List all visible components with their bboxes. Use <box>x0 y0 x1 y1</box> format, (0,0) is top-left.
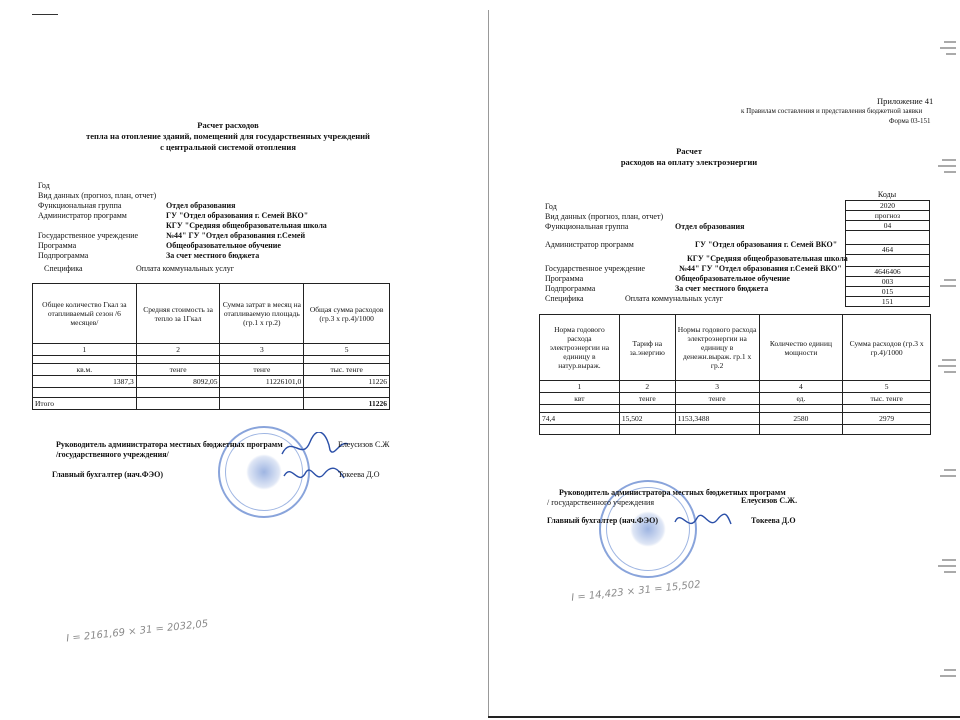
table-cell: 74,4 <box>540 413 620 425</box>
table-row <box>540 413 931 425</box>
codes-header: Коды <box>877 190 897 199</box>
form-title <box>569 146 809 168</box>
admin-label: Администратор программ <box>545 240 634 249</box>
table-cell: квт <box>540 393 620 405</box>
table-cell: ед. <box>759 393 843 405</box>
program-label: Программа <box>545 274 584 283</box>
electricity-expense-form <box>488 10 960 716</box>
func-group-label: Функциональная группа <box>38 201 122 210</box>
table-cell: 5 <box>843 381 931 393</box>
accountant-label: Главный бухгалтер (нач.ФЭО) <box>547 516 659 525</box>
code-cell: 003 <box>846 277 930 287</box>
table-cell: тыс. тенге <box>304 364 390 376</box>
table-header-cell: Норма годового расхода электроэнергии на единицу в натур.выраж. <box>540 315 620 381</box>
table-cell: 2 <box>136 344 220 356</box>
table-cell: 1387,3 <box>33 376 137 388</box>
table-header-cell: Количество единиц мощности <box>759 315 843 381</box>
data-type-label: Вид данных (прогноз, план, отчет) <box>545 212 664 221</box>
table-cell: 8092,05 <box>136 376 220 388</box>
appendix-line: к Правилам составления и представления бюджетной заявки <box>741 107 923 115</box>
code-cell: 464 <box>846 245 930 255</box>
heating-expense-form <box>18 8 428 688</box>
table-header-cell: Средняя стоимость за тепло за 1Гкал <box>136 284 220 344</box>
accountant-label: Главный бухгалтер (нач.ФЭО) <box>52 470 164 479</box>
code-cell: 2020 <box>846 201 930 211</box>
table-row <box>33 376 390 388</box>
table-header-cell: Нормы годового расхода электроэнергии на единицу в денежн.выраж. гр.1 х гр.2 <box>675 315 759 381</box>
table-cell: 3 <box>675 381 759 393</box>
program-value: Общеобразовательное обучение <box>166 241 281 250</box>
table-row <box>33 356 390 364</box>
admin-label: Администратор программ <box>38 211 127 220</box>
table-row <box>33 388 390 398</box>
total-label: Итого <box>33 398 137 410</box>
table-cell: тенге <box>220 364 304 376</box>
head-signature-label: Руководитель администратора местных бюджетных программ <box>559 488 786 497</box>
table-row <box>540 393 931 405</box>
handwritten-note: Ⅰ = 14,423 × 31 = 15,502 <box>570 579 702 604</box>
institution-label: Государственное учреждение <box>545 264 646 273</box>
table-cell: 11226 <box>304 376 390 388</box>
appendix-line: Форма 03-151 <box>889 117 931 125</box>
table-header-cell: Сумма затрат в месяц на отапливаемую площадь (гр.1 х гр.2) <box>220 284 304 344</box>
accountant-name: Токеева Д.О <box>338 470 380 479</box>
institution-value: КГУ "Средняя общеобразовательная школа <box>687 254 848 263</box>
func-group-value: Отдел образования <box>166 201 236 210</box>
signature-mark <box>673 506 733 536</box>
specific-value: Оплата коммунальных услуг <box>625 294 724 303</box>
table-row <box>540 405 931 413</box>
signature-mark <box>282 462 346 490</box>
specific-value: Оплата коммунальных услуг <box>136 264 235 273</box>
form-title <box>58 120 398 153</box>
admin-value: ГУ "Отдел образования г. Семей ВКО" <box>166 211 309 220</box>
table-row <box>33 364 390 376</box>
subprogram-value: За счет местного бюджета <box>166 251 260 260</box>
form-title-line: с центральной системой отопления <box>160 142 296 152</box>
table-cell: 2979 <box>843 413 931 425</box>
specific-label: Специфика <box>44 264 83 273</box>
form-title-line: тепла на отопление зданий, помещений для государственных учреждений <box>86 131 370 141</box>
subprogram-value: За счет местного бюджета <box>675 284 769 293</box>
table-cell: тенге <box>136 364 220 376</box>
specific-label: Специфика <box>545 294 584 303</box>
table-cell: 15,502 <box>619 413 675 425</box>
table-cell: 1153,3488 <box>675 413 759 425</box>
data-type-label: Вид данных (прогноз, план, отчет) <box>38 191 157 200</box>
year-label: Год <box>38 181 50 190</box>
table-header-cell: Общее количество Гкал за отапливаемый сезон /6 месяцев/ <box>33 284 137 344</box>
table-row <box>540 381 931 393</box>
form-title-line: расходов на оплату электроэнергии <box>620 157 758 167</box>
head-name: Елеусизов С.Ж. <box>741 496 798 505</box>
form-title-line: Расчет расходов <box>197 120 259 130</box>
table-header-row <box>540 315 931 381</box>
code-cell: 04 <box>846 221 930 231</box>
table-cell: тенге <box>619 393 675 405</box>
table-cell: 5 <box>304 344 390 356</box>
table-cell: 2 <box>619 381 675 393</box>
form-title-line: Расчет <box>676 146 702 156</box>
institution-value: №44" ГУ "Отдел образования г.Семей <box>166 231 306 240</box>
table-cell: 3 <box>220 344 304 356</box>
electricity-table <box>539 314 931 435</box>
func-group-value: Отдел образования <box>675 222 745 231</box>
table-cell: кв.м. <box>33 364 137 376</box>
code-cell: 015 <box>846 287 930 297</box>
table-cell: 4 <box>759 381 843 393</box>
code-cell: 151 <box>846 297 930 307</box>
table-header-row <box>33 284 390 344</box>
table-header-cell: Сумма расходов (гр.3 х гр.4)/1000 <box>843 315 931 381</box>
table-cell: 1 <box>540 381 620 393</box>
institution-value: №44" ГУ "Отдел образования г.Семей ВКО" <box>679 264 842 273</box>
institution-label: Государственное учреждение <box>38 231 139 240</box>
heating-table <box>32 283 390 410</box>
table-row <box>540 425 931 435</box>
subprogram-label: Подпрограмма <box>38 251 89 260</box>
table-cell: тыс. тенге <box>843 393 931 405</box>
page-bottom-edge <box>488 716 960 718</box>
table-cell: 1 <box>33 344 137 356</box>
institution-value: КГУ "Средняя общеобразовательная школа <box>166 221 327 230</box>
head-signature-label: /государственного учреждения/ <box>56 450 169 459</box>
table-cell: тенге <box>675 393 759 405</box>
admin-value: ГУ "Отдел образования г. Семей ВКО" <box>695 240 838 249</box>
handwritten-note: Ⅰ = 2161,69 × 31 = 2032,05 <box>65 618 209 645</box>
scan-edge-artifacts <box>930 30 960 710</box>
appendix-line: Приложение 41 <box>877 96 934 106</box>
corner-mark <box>32 14 58 15</box>
table-cell: 2580 <box>759 413 843 425</box>
code-cell: прогноз <box>846 211 930 221</box>
program-value: Общеобразовательное обучение <box>675 274 790 283</box>
year-label: Год <box>545 202 557 211</box>
subprogram-label: Подпрограмма <box>545 284 596 293</box>
head-name: Елеусизов С.Ж <box>338 440 390 449</box>
head-signature-label: / государственного учреждения <box>547 498 655 507</box>
accountant-name: Токеева Д.О <box>751 516 796 525</box>
func-group-label: Функциональная группа <box>545 222 629 231</box>
total-value: 11226 <box>304 398 390 410</box>
table-header-cell: Тариф на за.энергию <box>619 315 675 381</box>
table-total-row <box>33 398 390 410</box>
code-cell: 4646406 <box>846 267 930 277</box>
table-header-cell: Общая сумма расходов (гр.3 х гр.4)/1000 <box>304 284 390 344</box>
program-label: Программа <box>38 241 77 250</box>
head-signature-label: Руководитель администратора местных бюджетных программ <box>56 440 283 449</box>
codes-table <box>845 200 930 307</box>
table-cell: 11226101,0 <box>220 376 304 388</box>
table-row <box>33 344 390 356</box>
